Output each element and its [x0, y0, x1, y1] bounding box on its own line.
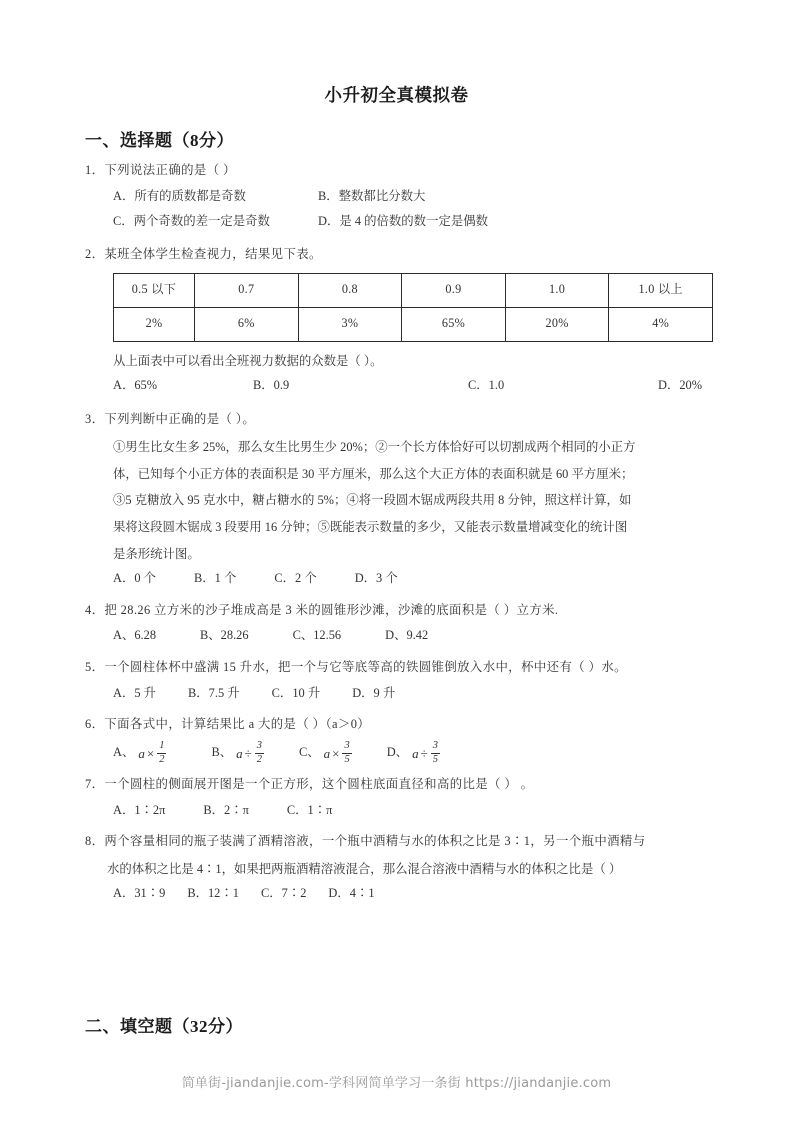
- vision-data-table: [113, 273, 713, 342]
- question-1-stem: 1．下列说法正确的是（ ）: [85, 163, 236, 177]
- question-8-option-d[interactable]: D．4∶1: [328, 886, 375, 901]
- q6-c-denominator: 5: [344, 753, 350, 765]
- question-2-option-d[interactable]: D．20%: [658, 377, 703, 392]
- question-2-option-b[interactable]: B．0.9: [253, 377, 290, 392]
- question-8-stem-line-1: 8．两个容量相同的瓶子装满了酒精溶液，一个瓶中酒精与水的体积之比是 3∶1，另一个瓶中酒精与: [85, 834, 646, 849]
- q6-b-operator: ÷: [244, 745, 252, 761]
- question-3-body-line-4: 果将这段圆木锯成 3 段要用 16 分钟；⑤既能表示数量的多少，又能表示数量增减变化的统计图: [113, 519, 628, 534]
- question-3-stem: 3．下列判断中正确的是（ ）。: [85, 412, 256, 427]
- question-6-option-c-label: C、: [298, 745, 320, 760]
- q6-b-fraction: [255, 741, 264, 765]
- question-7: [85, 774, 725, 822]
- question-7-stem: 7．一个圆柱的侧面展开图是一个正方形，这个圆柱底面直径和高的比是（ ） 。: [85, 777, 534, 791]
- table-cell-value-2: 3%: [298, 307, 402, 341]
- question-8-stem-line-2: 水的体积之比是 4∶1，如果把两瓶酒精溶液混合，那么混合溶液中酒精与水的体积之比是（ ）: [107, 861, 622, 876]
- table-cell-value-3: 65%: [402, 307, 506, 341]
- question-5-option-c[interactable]: C．10 升: [271, 685, 321, 700]
- question-3-body-line-1: ①男生比女生多 25%，那么女生比男生少 20%；②一个长方体恰好可以切割成两个相同的小正方: [113, 439, 636, 454]
- q6-d-variable: a: [412, 745, 419, 761]
- question-2-option-a[interactable]: A．65%: [113, 377, 158, 392]
- question-6-option-b[interactable]: [211, 742, 265, 766]
- question-8-option-b[interactable]: B．12∶1: [187, 886, 239, 901]
- page-title: 小升初全真模拟卷: [324, 85, 469, 105]
- table-cell-header-2: 0.8: [298, 273, 402, 307]
- table-cell-header-3: 0.9: [402, 273, 506, 307]
- q6-a-denominator: 2: [159, 753, 165, 765]
- q6-b-variable: a: [236, 745, 243, 761]
- section-heading-choice: 一、选择题（8分）: [85, 131, 234, 150]
- question-3-body-line-5: 是条形统计图。: [113, 546, 200, 561]
- question-4-options-row: [85, 624, 725, 648]
- question-8-option-c[interactable]: C．7∶2: [260, 886, 307, 901]
- question-6-option-a[interactable]: [113, 742, 167, 766]
- question-2-stem: 2．某班全体学生检查视力，结果见下表。: [85, 246, 322, 261]
- question-5-option-a[interactable]: A．5 升: [113, 685, 157, 700]
- question-6-option-d-expression: [412, 742, 441, 766]
- question-4: [85, 600, 725, 648]
- question-1-options-row-2: [85, 210, 725, 234]
- question-7-option-c[interactable]: C．1∶π: [286, 802, 333, 817]
- table-cell-header-5: 1.0 以上: [609, 273, 713, 307]
- question-2-followup: 从上面表中可以看出全班视力数据的众数是（ ）。: [113, 353, 383, 368]
- question-1-option-b[interactable]: B．整数都比分数大: [318, 188, 426, 203]
- question-1: [85, 160, 725, 234]
- q6-b-numerator: 3: [256, 740, 262, 751]
- question-8: [85, 831, 725, 905]
- question-8-option-a[interactable]: A．31∶9: [113, 886, 166, 901]
- question-4-option-b[interactable]: B、28.26: [200, 628, 249, 643]
- q6-a-fraction: [157, 741, 166, 765]
- question-3-options-row: [85, 567, 725, 591]
- questions-container: [85, 160, 725, 908]
- question-1-option-d[interactable]: D．是 4 的倍数的数一定是偶数: [318, 214, 489, 229]
- table-row-headers: [114, 273, 713, 307]
- question-3-body-line-2: 体，已知每个小正方体的表面积是 30 平方厘米，那么这个大正方体的表面积就是 60 平方厘米；: [113, 466, 634, 481]
- q6-c-numerator: 3: [344, 740, 350, 751]
- question-1-option-a[interactable]: A．所有的质数都是奇数: [113, 188, 246, 203]
- question-7-options-row: [85, 799, 725, 823]
- q6-a-variable: a: [138, 745, 145, 761]
- q6-c-operator: ×: [332, 745, 340, 761]
- question-5: [85, 657, 725, 705]
- question-3-body-line-3: ③5 克糖放入 95 克水中，糖占糖水的 5%；④将一段圆木锯成两段共用 8 分钟，照这样计算，如: [113, 493, 632, 508]
- question-5-option-b[interactable]: B．7.5 升: [188, 685, 240, 700]
- question-2-option-c[interactable]: C．1.0: [468, 377, 505, 392]
- q6-b-denominator: 2: [256, 753, 262, 765]
- question-6-option-a-label: A、: [113, 745, 135, 760]
- q6-c-fraction: [342, 741, 351, 765]
- table-cell-value-5: 4%: [609, 307, 713, 341]
- question-4-option-a[interactable]: A、6.28: [113, 628, 157, 643]
- q6-d-numerator: 3: [432, 740, 438, 751]
- question-6-option-b-expression: [236, 742, 265, 766]
- page-footer: 简单街-jiandanjie.com-学科网简单学习一条街 https://jiandanjie.com: [181, 1076, 612, 1091]
- question-3-option-d[interactable]: D．3 个: [354, 571, 398, 586]
- question-3: [85, 409, 725, 591]
- question-4-option-c[interactable]: C、12.56: [292, 628, 342, 643]
- question-6-options-row: [85, 742, 725, 766]
- table-cell-header-4: 1.0: [505, 273, 609, 307]
- question-2-options-row: [85, 374, 725, 398]
- table-cell-header-1: 0.7: [195, 273, 299, 307]
- question-5-stem: 5．一个圆柱体杯中盛满 15 升水，把一个与它等底等高的铁圆锥倒放入水中，杯中还有（ ）水。: [85, 660, 627, 675]
- question-6-option-c-expression: [324, 742, 353, 766]
- question-3-option-a[interactable]: A．0 个: [113, 571, 157, 586]
- table-cell-header-0: 0.5 以下: [114, 273, 195, 307]
- question-7-option-b[interactable]: B．2∶π: [203, 802, 249, 817]
- q6-c-variable: a: [323, 745, 331, 761]
- table-cell-value-0: 2%: [114, 307, 195, 341]
- q6-d-denominator: 5: [432, 753, 438, 765]
- q6-d-operator: ÷: [420, 745, 428, 761]
- question-4-stem: 4．把 28.26 立方米的沙子堆成高是 3 米的圆锥形沙滩，沙滩的底面积是（ ）立方米.: [85, 602, 559, 617]
- q6-a-numerator: 1: [159, 740, 165, 751]
- question-4-option-d[interactable]: D、9.42: [385, 628, 429, 643]
- table-cell-value-4: 20%: [505, 307, 609, 341]
- question-6-option-d[interactable]: [387, 742, 441, 766]
- question-6-option-c[interactable]: [299, 742, 353, 766]
- table-cell-value-1: 6%: [195, 307, 299, 341]
- question-5-option-d[interactable]: D．9 升: [352, 685, 396, 700]
- question-7-option-a[interactable]: A．1∶2π: [113, 802, 166, 817]
- question-6: [85, 714, 725, 766]
- q6-d-fraction: [431, 741, 440, 765]
- question-2: [85, 244, 725, 397]
- question-6-option-a-expression: [138, 742, 167, 766]
- question-6-option-d-label: D、: [386, 745, 409, 760]
- question-3-option-c[interactable]: C．2 个: [274, 571, 317, 586]
- question-6-option-b-label: B、: [211, 745, 233, 760]
- question-3-option-b[interactable]: B．1 个: [194, 571, 237, 586]
- question-8-options-row: [85, 882, 725, 906]
- question-1-options-row-1: [85, 185, 725, 209]
- question-1-option-c[interactable]: C．两个奇数的差一定是奇数: [113, 214, 270, 229]
- table-row-values: [114, 307, 713, 341]
- question-5-options-row: [85, 682, 725, 706]
- section-heading-fill-blank: 二、填空题（32分）: [85, 1017, 243, 1036]
- question-6-stem: 6．下面各式中，计算结果比 a 大的是（ ）（a＞0）: [85, 717, 371, 732]
- q6-a-operator: ×: [146, 745, 155, 761]
